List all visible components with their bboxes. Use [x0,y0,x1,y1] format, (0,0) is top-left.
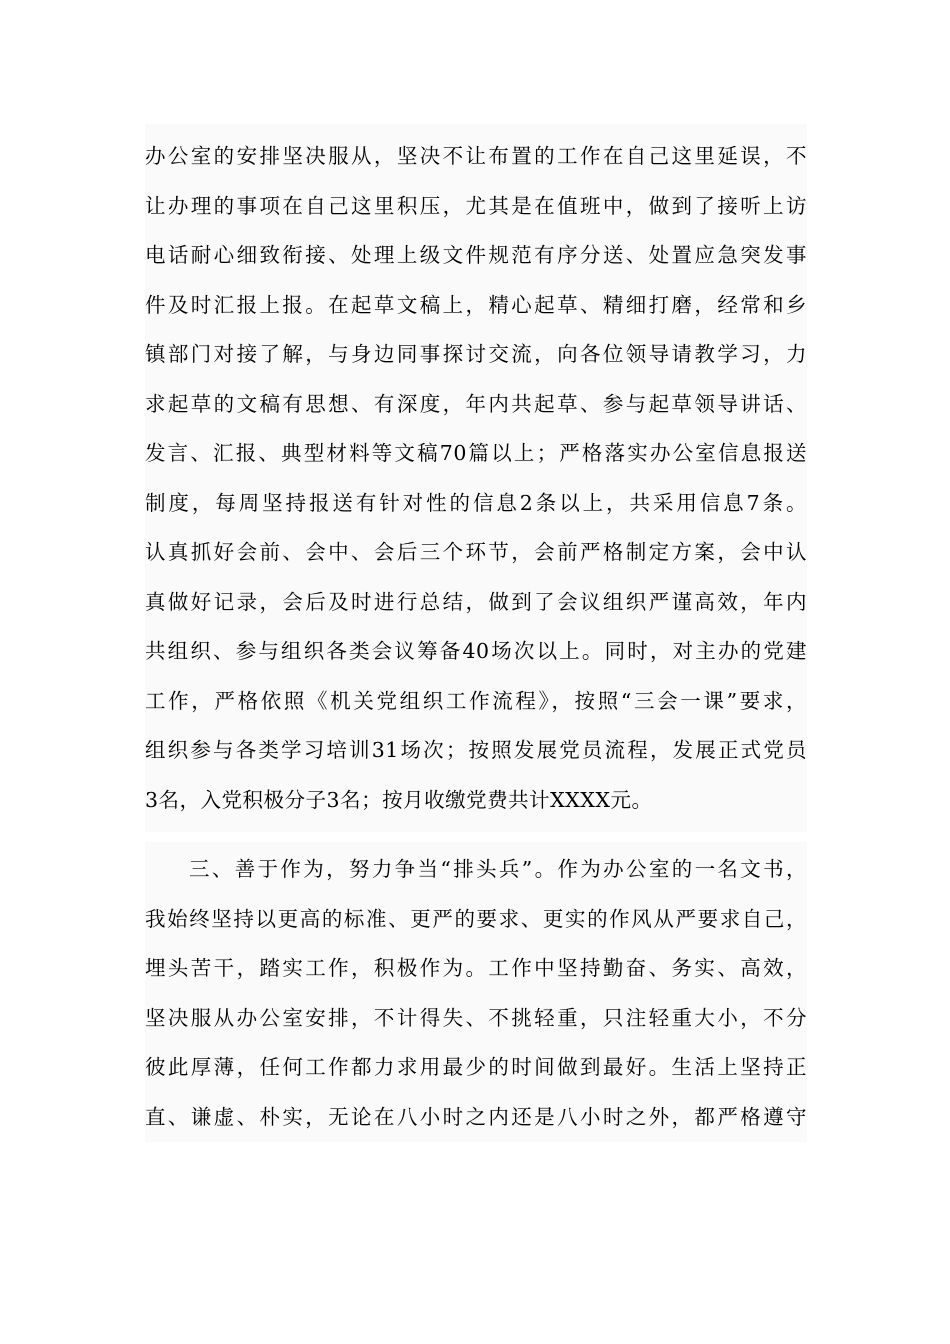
text-line: 坚决服从办公室安排，不计得失、不挑轻重，只注轻重大小，不分 [145,1005,807,1030]
text-line: 组织参与各类学习培训31场次；按照发展党员流程，发展正式党员 [145,738,807,762]
paragraph-section-2 [145,842,807,1142]
text-line: 共组织、参与组织各类会议筹备40场次以上。同时，对主办的党建 [145,639,807,663]
text-line: 办公室的安排坚决服从，坚决不让布置的工作在自己这里延误，不 [145,144,807,168]
text-line: 求起草的文稿有思想、有深度，年内共起草、参与起草领导讲话、 [145,391,807,416]
text-line: 发言、汇报、典型材料等文稿70篇以上；严格落实办公室信息报送 [145,441,807,465]
text-line: 3名，入党积极分子3名；按月收缴党费共计XXXX元。 [145,787,653,812]
text-line: 直、谦虚、朴实，无论在八小时之内还是八小时之外，都严格遵守 [145,1104,807,1129]
text-line: 制度，每周坚持报送有针对性的信息2条以上，共采用信息7条。 [145,490,807,515]
text-line: 让办理的事项在自己这里积压，尤其是在值班中，做到了接听上访 [145,193,807,218]
text-line: 真做好记录，会后及时进行总结，做到了会议组织严谨高效，年内 [145,589,807,614]
text-line: 电话耐心细致衔接、处理上级文件规范有序分送、处置应急突发事 [145,243,807,267]
text-line: 三、善于作为，努力争当“排头兵”。作为办公室的一名文书， [189,857,807,881]
text-line: 件及时汇报上报。在起草文稿上，精心起草、精细打磨，经常和乡 [145,292,807,317]
text-line: 认真抓好会前、会中、会后三个环节，会前严格制定方案，会中认 [145,540,807,564]
text-line: 我始终坚持以更高的标准、更严的要求、更实的作风从严要求自己， [145,906,807,931]
text-line: 工作，严格依照《机关党组织工作流程》，按照“三会一课”要求， [145,688,807,713]
text-line: 镇部门对接了解，与身边同事探讨交流，向各位领导请教学习，力 [145,342,807,366]
paragraph-section-1 [145,124,807,832]
text-line: 彼此厚薄，任何工作都力求用最少的时间做到最好。生活上坚持正 [145,1055,807,1079]
text-line: 埋头苦干，踏实工作，积极作为。工作中坚持勤奋、务实、高效， [145,956,807,980]
